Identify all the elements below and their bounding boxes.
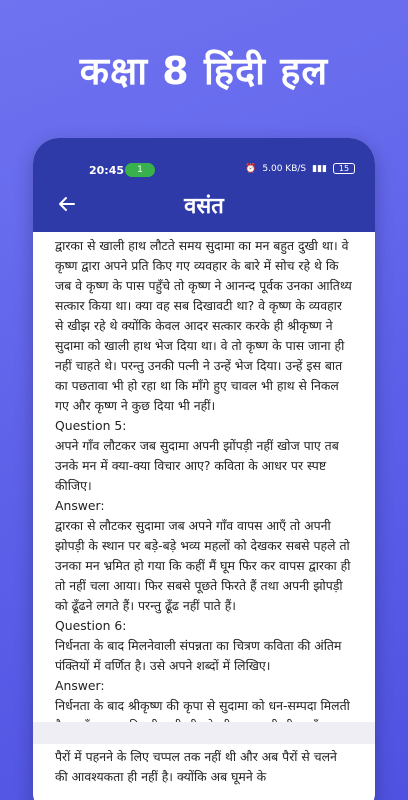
answer-text-5: द्वारका से लौटकर सुदामा जब अपने गाँव वापस आएँ तो अपनी झोपड़ी के स्थान पर बड़े-बड़े भव्य महलों को देखकर सबसे पहले तो उनका मन भ्रमित हो गया कि कहीं मैं घूम फिर कर वापस द्वारका ही तो नहीं चला आया। फिर सबसे पूछते फिरते हैं तथा अपनी झोपड़ी को ढूँढने लगते हैं। परन्तु ढूँढ नहीं पाते हैं।	[55, 518, 351, 613]
hotspot-badge	[125, 163, 155, 177]
phone-frame	[33, 138, 375, 800]
screen-title: वसंत	[184, 194, 224, 219]
battery-icon	[333, 163, 355, 174]
answer-label-6: Answer:	[55, 678, 105, 693]
status-bar	[33, 160, 375, 182]
question-label-5: Question 5:	[55, 418, 127, 433]
question-text-5: अपने गाँव लौटकर जब सुदामा अपनी झोंपड़ी नहीं खोज पाए तब उनके मन में क्या-क्या विचार आए? कविता के आधर पर स्पष्ट कीजिए।	[55, 438, 339, 493]
app-bar	[33, 138, 375, 232]
battery-level: 15	[338, 164, 350, 173]
content-card-lower	[33, 744, 375, 800]
content-card	[33, 232, 375, 800]
promo-title: कक्षा 8 हिंदी हल	[79, 49, 329, 93]
status-icons	[245, 163, 355, 174]
question-label-6: Question 6:	[55, 618, 127, 633]
answer-text-6-continued: पैरों में पहनने के लिए चप्पल तक नहीं थी और अब पैरों से चलने की आवश्यकता ही नहीं है। क्योंकि अब घूमने के	[55, 749, 337, 784]
answer-text-6: निर्धनता के बाद श्रीकृष्ण की कृपा से सुदामा को धन-सम्पदा मिलती	[55, 698, 350, 713]
network-speed: 5.00 KB/S	[262, 163, 307, 174]
question-text-6: निर्धनता के बाद मिलनेवाली संपन्नता का चित्रण कविता की अंतिम पंक्तियों में वर्णित है। उसे अपने शब्दों में लिखिए।	[55, 638, 342, 673]
alarm-icon: ⏰	[245, 163, 257, 174]
hotspot-count: 1	[137, 165, 143, 175]
signal-icon: ▮▮▮	[312, 163, 327, 174]
status-time: 20:45	[89, 164, 125, 177]
card-separator	[33, 722, 375, 744]
answer-label-5: Answer:	[55, 498, 105, 513]
answer-text-4: द्वारका से खाली हाथ लौटते समय सुदामा का मन बहुत दुखी था। वे कृष्ण द्वारा अपने प्रति किए गए व्यवहार के बारे में सोच रहे थे कि जब वे कृष्ण के पास पहुँचे तो कृष्ण ने आनन्द पूर्वक उनका आतिथ्य सत्कार किया था। क्या वह सब दिखावटी था? वे कृष्ण के व्यवहार से खीझ रहे थे क्योंकि केवल आदर सत्कार करके ही श्रीकृष्ण ने सुदामा को खाली हाथ भेज दिया था। वे तो कृष्ण के पास जाना ही नहीं चाहते थे। परन्तु उनकी पत्नी ने उन्हें भेज दिया। उन्हें इस बात का पछतावा भी हो रहा था कि माँगे हुए चावल भी हाथ से निकल गए और कृष्ण ने कुछ दिया भी नहीं।	[55, 238, 352, 413]
